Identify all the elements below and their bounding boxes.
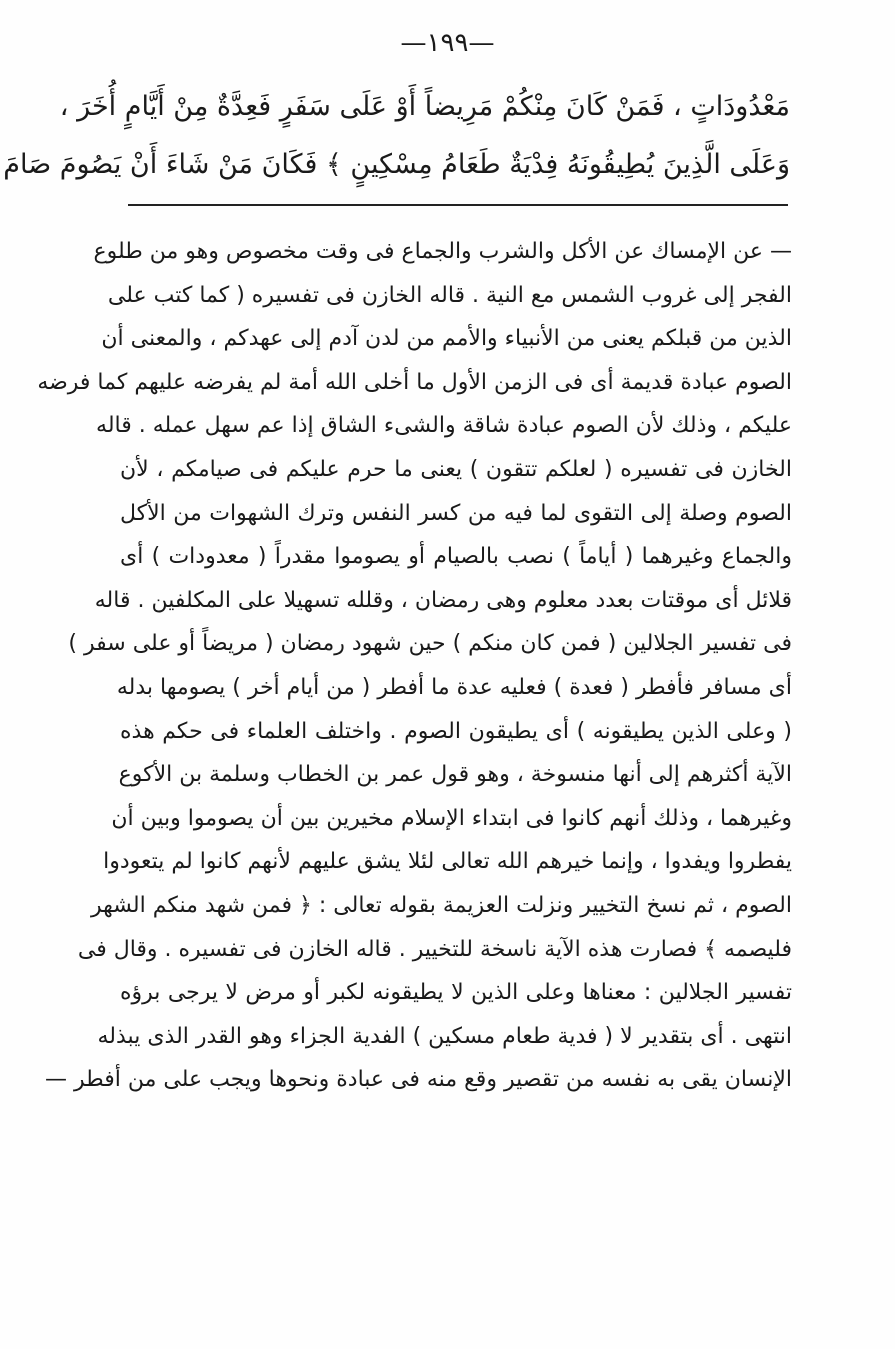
verse-line: مَعْدُودَاتٍ ، فَمَنْ كَانَ مِنْكُمْ مَرِيضاً أَوْ عَلَى سَفَرٍ فَعِدَّةٌ مِنْ أَيَّامٍ أُخَرَ ، (59, 91, 790, 122)
verse-line: وَعَلَى الَّذِينَ يُطِيقُونَهُ فِدْيَةٌ طَعَامُ مِسْكِينٍ ﴾ فَكَانَ مَنْ شَاءَ أَنْ يَصُومَ صَامَ (3, 149, 790, 180)
section-divider (128, 204, 788, 206)
commentary-line: والجماع وغيرهما ( أياماً ) نصب بالصيام أو يصوموا مقدراً ( معدودات ) أى (120, 544, 792, 570)
commentary-line: الصوم عبادة قديمة أى فى الزمن الأول ما أخلى الله أمة لم يفرضه عليهم كما فرضه (37, 369, 792, 395)
commentary-line: الذين من قبلكم يعنى من الأنبياء والأمم من لدن آدم إلى عهدكم ، والمعنى أن (101, 326, 792, 352)
commentary-line: الصوم وصلة إلى التقوى لما فيه من كسر النفس وترك الشهوات من الأكل (120, 500, 792, 526)
commentary-line: قلائل أى موقتات بعدد معلوم وهى رمضان ، وقلله تسهيلا على المكلفين . قاله (94, 587, 792, 613)
commentary-line: انتهى . أى بتقدير لا ( فدية طعام مسكين ) الفدية الجزاء وهو القدر الذى يبذله (97, 1023, 792, 1049)
commentary-line: الآية أكثرهم إلى أنها منسوخة ، وهو قول عمر بن الخطاب وسلمة بن الأكوع (118, 762, 792, 788)
commentary-line: الصوم ، ثم نسخ التخيير ونزلت العزيمة بقوله تعالى : ﴿ فمن شهد منكم الشهر (90, 892, 792, 918)
commentary-line: الخازن فى تفسيره ( لعلكم تتقون ) يعنى ما حرم عليكم فى صيامكم ، لأن (120, 456, 792, 482)
commentary-line: يفطروا ويفدوا ، وإنما خيرهم الله تعالى لئلا يشق عليهم لأنهم كانوا لم يتعودوا (103, 849, 792, 875)
commentary-line: فى تفسير الجلالين ( فمن كان منكم ) حين شهود رمضان ( مريضاً أو على سفر ) (68, 631, 792, 657)
commentary-line: الفجر إلى غروب الشمس مع النية . قاله الخازن فى تفسيره ( كما كتب على (107, 282, 792, 308)
commentary-line: — عن الإمساك عن الأكل والشرب والجماع فى وقت مخصوص وهو من طلوع (93, 239, 792, 264)
page-number: —١٩٩— (400, 28, 495, 58)
commentary-line: الإنسان يقى به نفسه من تقصير وقع منه فى عبادة ونحوها ويجب على من أفطر — (45, 1067, 792, 1093)
commentary-line: فليصمه ﴾ فصارت هذه الآية ناسخة للتخيير . قاله الخازن فى تفسيره . وقال فى (77, 936, 792, 962)
commentary-line: ( وعلى الذين يطيقونه ) أى يطيقون الصوم . واختلف العلماء فى حكم هذه (120, 718, 792, 744)
commentary-line: عليكم ، وذلك لأن الصوم عبادة شاقة والشىء الشاق إذا عم سهل عمله . قاله (96, 413, 792, 439)
commentary-line: أى مسافر فأفطر ( فعدة ) فعليه عدة ما أفطر ( من أيام أخر ) يصومها بدله (116, 674, 792, 700)
commentary-line: تفسير الجلالين : معناها وعلى الذين لا يطيقونه لكبر أو مرض لا يرجى برؤه (120, 980, 792, 1006)
quran-verse-block (3, 78, 790, 194)
commentary-line: وغيرهما ، وذلك أنهم كانوا فى ابتداء الإسلام مخيرين بين أن يصوموا وبين أن (111, 805, 792, 831)
commentary-text (37, 230, 792, 1102)
